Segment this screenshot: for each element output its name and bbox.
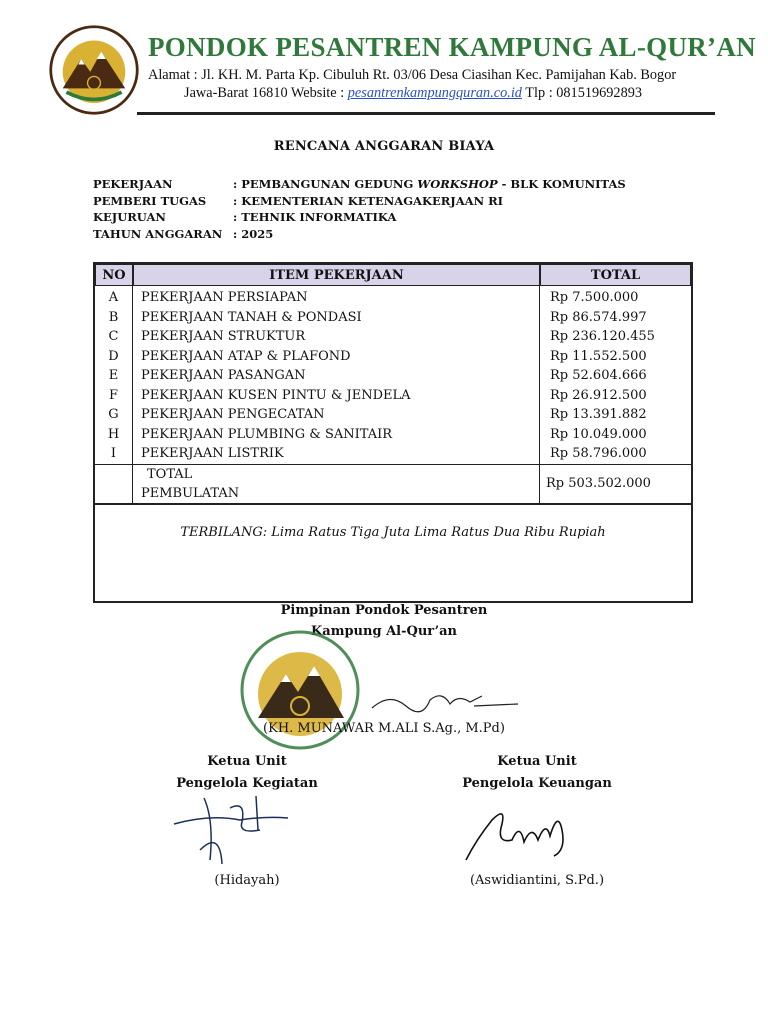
left-title-1: Ketua Unit xyxy=(207,754,287,769)
row-total: Rp 58.796.000 xyxy=(550,446,647,461)
right-signature-icon xyxy=(462,800,592,870)
terbilang-text: TERBILANG: Lima Ratus Tiga Juta Lima Ratus Dua Ribu Rupiah xyxy=(95,503,691,601)
leader-title-2: Kampung Al-Qur’an xyxy=(310,624,457,639)
terbilang-row xyxy=(95,503,691,601)
left-name: (Hidayah) xyxy=(214,873,280,888)
table-row xyxy=(95,386,691,406)
info-key: TAHUN ANGGARAN xyxy=(93,226,223,241)
table-row xyxy=(95,425,691,445)
table-row xyxy=(95,366,691,386)
letterhead-address: Alamat : Jl. KH. M. Parta Kp. Cibuluh Rt. 03/06 Desa Ciasihan Kec. Pamijahan Kab. Bogor xyxy=(148,67,677,83)
row-total: Rp 52.604.666 xyxy=(550,368,647,383)
right-title-1: Ketua Unit xyxy=(497,754,577,769)
letterhead-title: PONDOK PESANTREN KAMPUNG AL-QUR’AN xyxy=(148,32,756,62)
row-total: Rp 13.391.882 xyxy=(550,407,647,422)
website-link[interactable]: pesantrenkampungquran.co.id xyxy=(347,85,522,101)
row-item: PEKERJAAN PASANGAN xyxy=(133,366,540,386)
info-key: KEJURUAN xyxy=(93,210,166,224)
project-info xyxy=(93,176,626,242)
total-row xyxy=(95,464,691,503)
row-total: Rp 11.552.500 xyxy=(550,348,647,364)
table-row xyxy=(95,405,691,425)
row-item: PEKERJAAN ATAP & PLAFOND xyxy=(133,347,540,367)
row-total: Rp 86.574.997 xyxy=(550,309,647,325)
leader-name: (KH. MUNAWAR M.ALI S.Ag., M.Pd) xyxy=(263,721,505,736)
info-row-kejuruan xyxy=(93,209,626,226)
letterhead-contact: Jawa-Barat 16810 Website : pesantrenkampungquran.co.id Tlp : 081519692893 xyxy=(184,85,643,101)
leader-signature-icon xyxy=(370,682,520,722)
row-no: G xyxy=(95,405,133,425)
info-value: : PEMBANGUNAN GEDUNG WORKSHOP - BLK KOMUNITAS xyxy=(233,177,626,191)
table-header-row xyxy=(95,264,691,286)
info-value: : 2025 xyxy=(233,226,274,241)
row-item: PEKERJAAN STRUKTUR xyxy=(133,327,540,347)
row-total: Rp 26.912.500 xyxy=(550,387,647,403)
row-no: A xyxy=(95,286,133,308)
left-title-2: Pengelola Kegiatan xyxy=(176,776,318,791)
info-row-pekerjaan xyxy=(93,176,626,193)
header-no: NO xyxy=(95,264,133,286)
row-item: PEKERJAAN KUSEN PINTU & JENDELA xyxy=(133,386,540,406)
letterhead-divider xyxy=(137,112,715,115)
row-total: Rp 10.049.000 xyxy=(550,426,647,442)
left-signature-icon xyxy=(170,790,290,870)
row-item: PEKERJAAN LISTRIK xyxy=(133,444,540,464)
table-row xyxy=(95,327,691,347)
info-row-pemberi-tugas xyxy=(93,193,626,210)
right-title-2: Pengelola Keuangan xyxy=(462,776,612,791)
table-row xyxy=(95,444,691,464)
row-no: B xyxy=(95,308,133,328)
leader-title-1: Pimpinan Pondok Pesantren xyxy=(280,603,488,618)
row-total: Rp 7.500.000 xyxy=(550,290,639,305)
row-item: PEKERJAAN TANAH & PONDASI xyxy=(133,308,540,328)
budget-table xyxy=(93,262,693,603)
right-name: (Aswidiantini, S.Pd.) xyxy=(469,873,605,888)
info-row-tahun xyxy=(93,226,626,243)
header-item: ITEM PEKERJAAN xyxy=(133,264,540,286)
right-signatory xyxy=(407,751,667,795)
info-key: PEMBERI TUGAS xyxy=(93,193,207,208)
row-no: I xyxy=(95,444,133,464)
total-value: Rp 503.502.000 xyxy=(540,464,691,503)
row-item: PEKERJAAN PERSIAPAN xyxy=(133,286,540,308)
info-value: : TEHNIK INFORMATIKA xyxy=(233,210,397,224)
total-label: TOTAL PEMBULATAN xyxy=(133,464,540,503)
row-total: Rp 236.120.455 xyxy=(550,329,655,344)
header-total: TOTAL xyxy=(540,264,691,286)
row-no: H xyxy=(95,425,133,445)
row-item: PEKERJAAN PENGECATAN xyxy=(133,405,540,425)
info-key: PEKERJAAN xyxy=(93,177,173,191)
row-no: F xyxy=(95,386,133,406)
table-row xyxy=(95,308,691,328)
info-value: : KEMENTERIAN KETENAGAKERJAAN RI xyxy=(233,193,504,208)
pesantren-logo-icon xyxy=(48,24,140,116)
document-title: RENCANA ANGGARAN BIAYA xyxy=(273,139,495,154)
letterhead xyxy=(44,22,756,110)
table-row xyxy=(95,347,691,367)
row-item: PEKERJAAN PLUMBING & SANITAIR xyxy=(133,425,540,445)
row-no: D xyxy=(95,347,133,367)
left-signatory xyxy=(117,751,377,795)
row-no: E xyxy=(95,366,133,386)
table-row xyxy=(95,286,691,308)
row-no: C xyxy=(95,327,133,347)
